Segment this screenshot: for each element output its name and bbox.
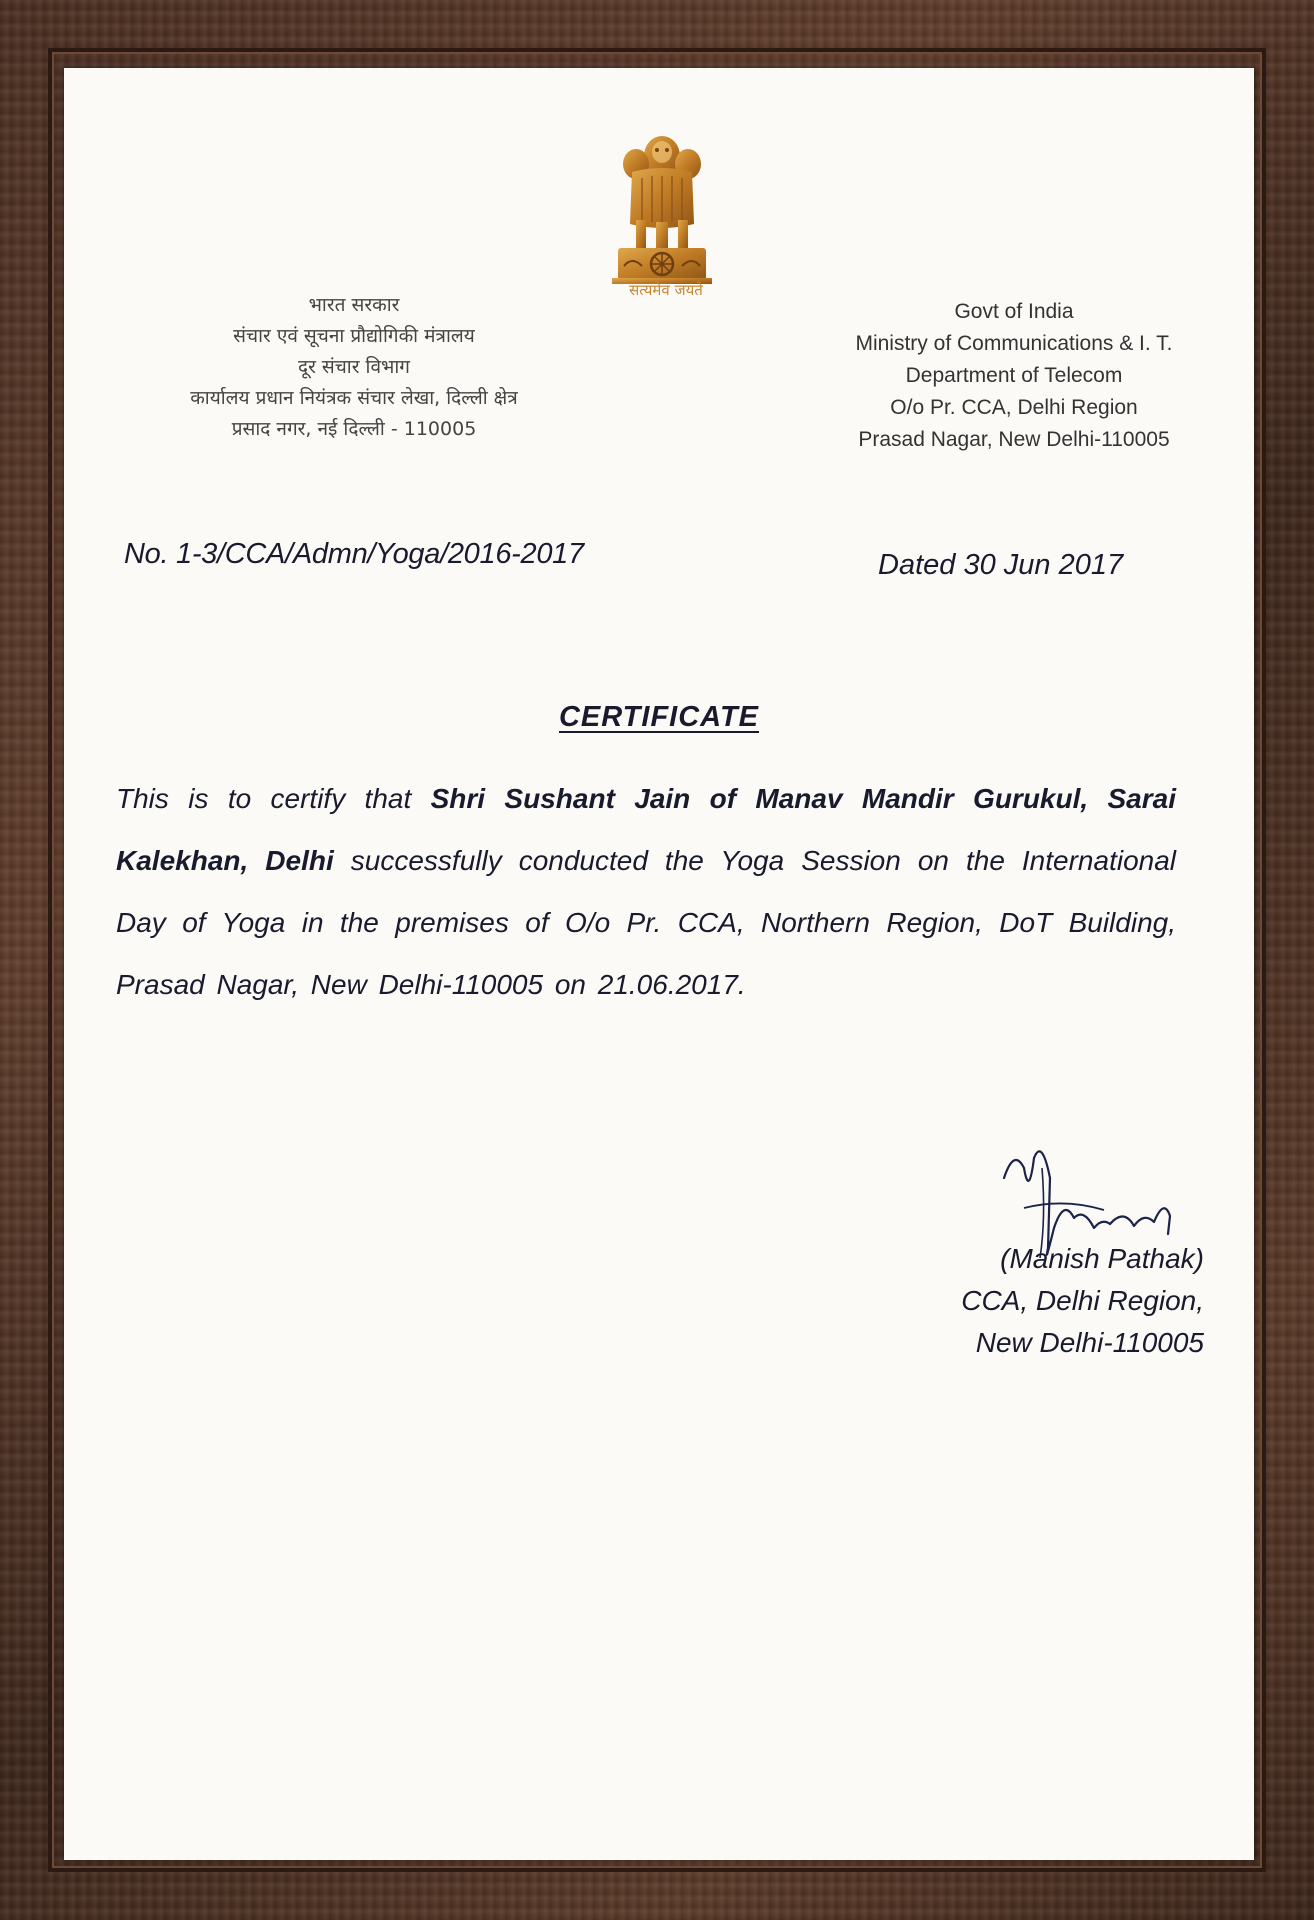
hindi-line: दूर संचार विभाग [297, 356, 410, 378]
signatory-location: New Delhi-110005 [975, 1327, 1204, 1358]
signatory-designation: CCA, Delhi Region, [961, 1285, 1204, 1316]
english-line: O/o Pr. CCA, Delhi Region [890, 396, 1138, 419]
signatory-block [864, 1238, 1204, 1364]
recipient-name: Shri Sushant Jain of Manav Mandir Gurukul, Sarai Kalekhan, Delhi [116, 783, 1177, 876]
hindi-line: संचार एवं सूचना प्रौद्योगिकी मंत्रालय [233, 325, 475, 347]
certificate-paper [64, 68, 1254, 1860]
english-line: Ministry of Communications & I. T. [855, 332, 1173, 355]
body-rest: successfully conducted the Yoga Session on the International Day of Yoga in the premises of O/o Pr. CCA, Northern Region, DoT Building, Prasad Nagar, New Delhi-110005 on 21.06.2017. [116, 845, 1177, 1000]
issue-date: Dated 30 Jun 2017 [878, 549, 1124, 581]
hindi-line: भारत सरकार [308, 294, 400, 316]
english-letterhead [814, 296, 1214, 456]
hindi-line: कार्यालय प्रधान नियंत्रक संचार लेखा, दिल्ली क्षेत्र [190, 387, 518, 409]
certificate-body [116, 768, 1176, 1016]
signatory-name: (Manish Pathak) [1000, 1243, 1204, 1274]
english-line: Govt of India [954, 300, 1074, 323]
english-line: Department of Telecom [905, 364, 1123, 387]
hindi-line: प्रसाद नगर, नई दिल्ली - 110005 [231, 418, 477, 440]
reference-number: No. 1-3/CCA/Admn/Yoga/2016-2017 [124, 538, 584, 570]
english-line: Prasad Nagar, New Delhi-110005 [858, 428, 1170, 451]
certificate-title: CERTIFICATE [558, 701, 760, 733]
emblem-motto: सत्यमेव जयते [629, 281, 703, 299]
body-intro: This is to certify that [116, 783, 412, 814]
hindi-letterhead [74, 290, 634, 445]
